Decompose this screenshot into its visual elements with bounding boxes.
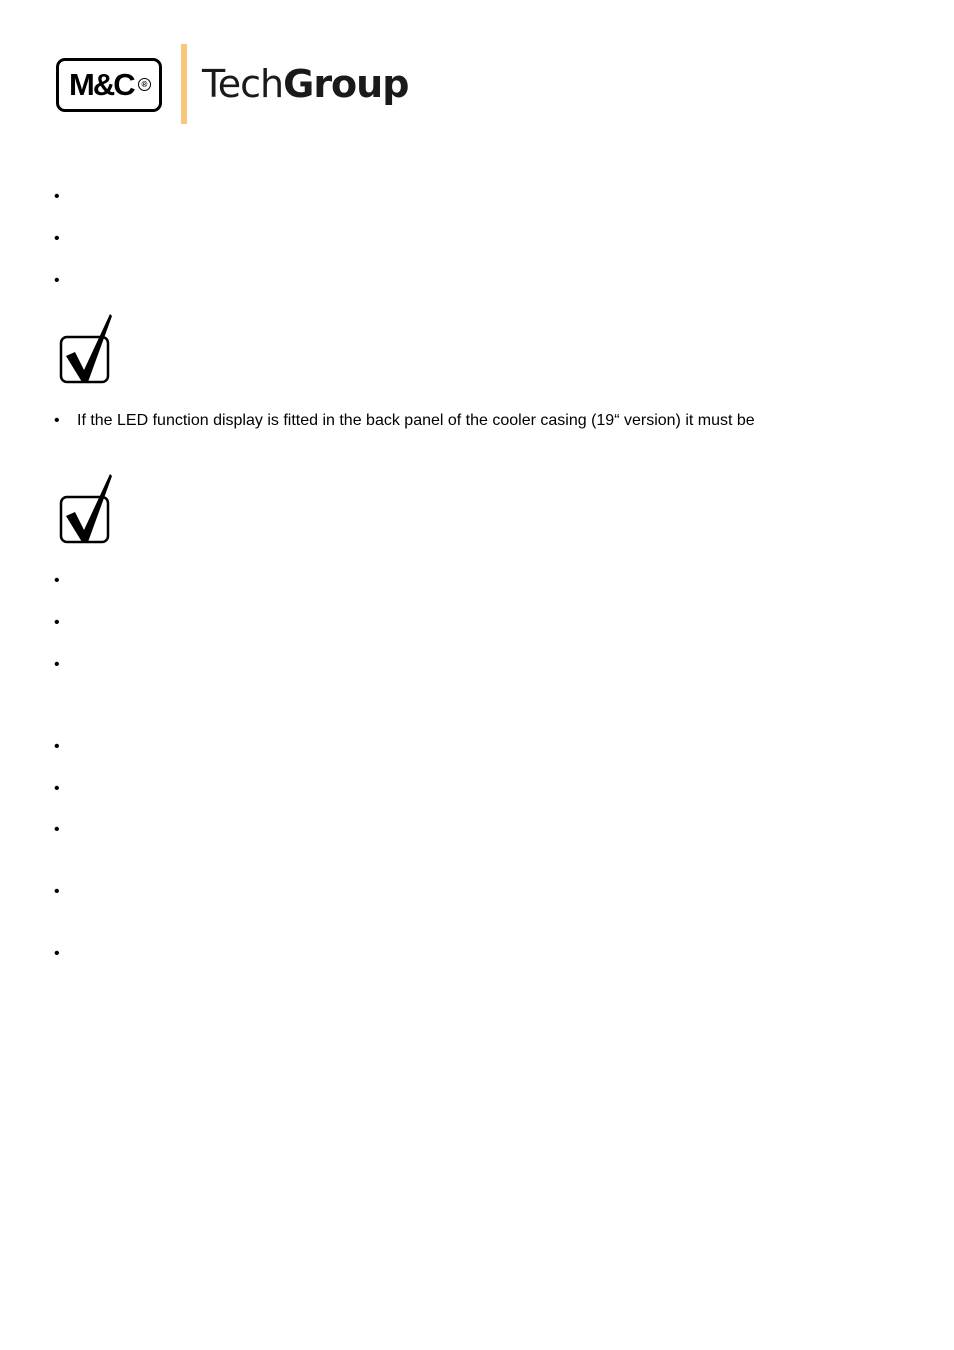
bullet-icon: • xyxy=(54,230,60,247)
bullet-icon: • xyxy=(54,945,60,962)
bullet-icon: • xyxy=(54,272,60,289)
bullet-icon: • xyxy=(54,883,60,900)
checkbox-check-icon xyxy=(58,472,116,546)
led-display-note: If the LED function display is fitted in the back panel of the cooler casing (19“ version) it must be xyxy=(77,412,755,429)
brand-group: Group xyxy=(283,62,409,106)
bullet-icon: • xyxy=(54,412,60,429)
brand-tech: Tech xyxy=(202,62,284,106)
bullet-icon: • xyxy=(54,821,60,838)
bullet-icon: • xyxy=(54,780,60,797)
page-header xyxy=(56,44,416,126)
mc-logo-text: M&C xyxy=(69,67,134,102)
bullet-icon: • xyxy=(54,188,60,205)
registered-mark: ® xyxy=(138,78,151,91)
logo-divider xyxy=(181,44,187,124)
mc-logo xyxy=(56,58,162,112)
bullet-icon: • xyxy=(54,738,60,755)
checkbox-check-icon xyxy=(58,312,116,386)
bullet-icon: • xyxy=(54,614,60,631)
bullet-icon: • xyxy=(54,656,60,673)
bullet-icon: • xyxy=(54,572,60,589)
techgroup-logo xyxy=(202,62,408,106)
